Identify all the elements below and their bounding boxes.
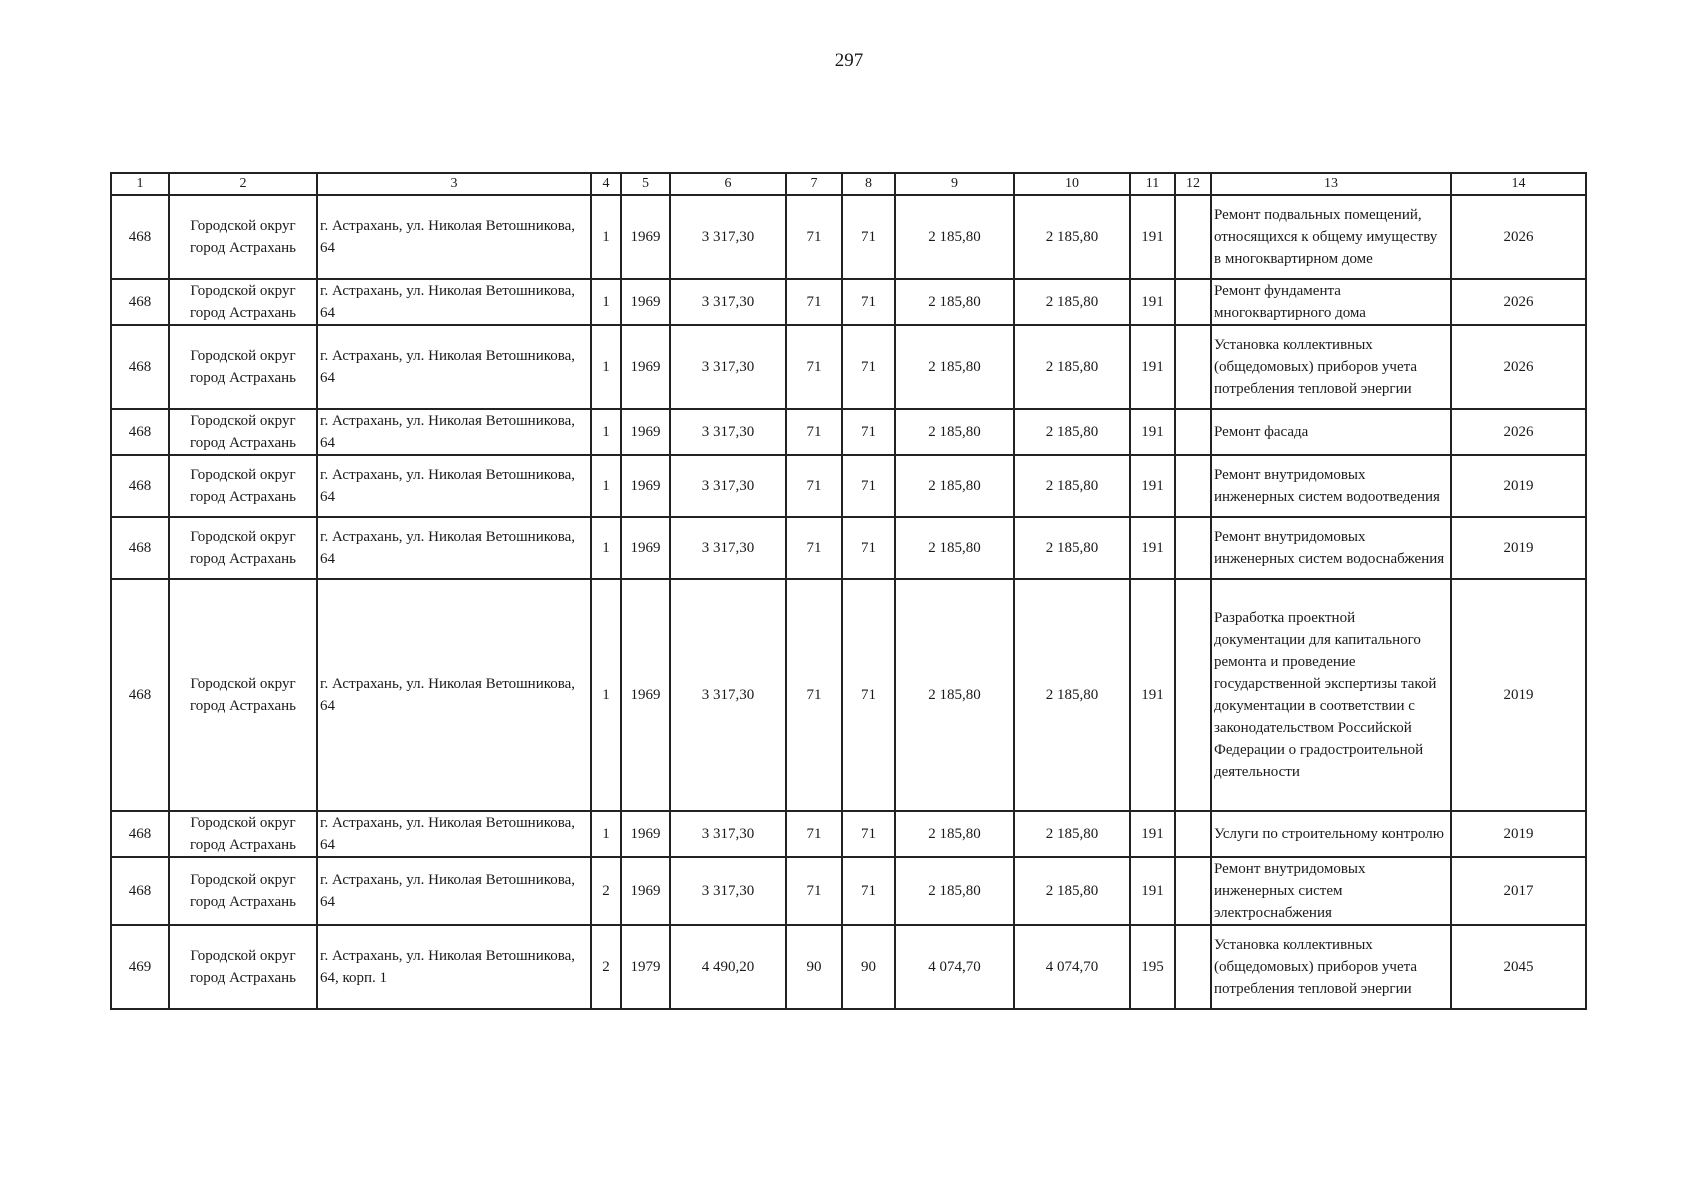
cell-col12: [1175, 517, 1211, 579]
cell-col10: 2 185,80: [1014, 517, 1130, 579]
cell-number: 468: [111, 857, 169, 925]
cell-col11: 195: [1130, 925, 1175, 1009]
cell-col12: [1175, 409, 1211, 455]
column-header: 8: [842, 173, 895, 195]
cell-col4: 1: [591, 195, 621, 279]
cell-address: г. Астрахань, ул. Николая Ветошникова, 64: [317, 195, 591, 279]
cell-year: 1969: [621, 325, 670, 409]
cell-col7: 71: [786, 455, 842, 517]
cell-col7: 90: [786, 925, 842, 1009]
cell-municipality: Городской округ город Астрахань: [169, 517, 317, 579]
cell-col8: 71: [842, 857, 895, 925]
cell-col10: 2 185,80: [1014, 579, 1130, 811]
cell-col8: 71: [842, 195, 895, 279]
cell-col12: [1175, 579, 1211, 811]
cell-work-type: Разработка проектной документации для капитального ремонта и проведение государственной экспертизы такой документации в соответствии с законодательством Российской Федерации о градостроительной деятельности: [1211, 579, 1451, 811]
cell-col7: 71: [786, 517, 842, 579]
column-header: 12: [1175, 173, 1211, 195]
cell-col8: 90: [842, 925, 895, 1009]
cell-col10: 2 185,80: [1014, 455, 1130, 517]
cell-address: г. Астрахань, ул. Николая Ветошникова, 64: [317, 325, 591, 409]
cell-col9: 4 074,70: [895, 925, 1014, 1009]
cell-col10: 2 185,80: [1014, 857, 1130, 925]
cell-plan-year: 2026: [1451, 195, 1586, 279]
cell-col9: 2 185,80: [895, 517, 1014, 579]
cell-plan-year: 2045: [1451, 925, 1586, 1009]
cell-work-type: Ремонт внутридомовых инженерных систем водоотведения: [1211, 455, 1451, 517]
cell-number: 468: [111, 517, 169, 579]
cell-plan-year: 2026: [1451, 279, 1586, 325]
cell-col9: 2 185,80: [895, 857, 1014, 925]
cell-col10: 2 185,80: [1014, 195, 1130, 279]
cell-address: г. Астрахань, ул. Николая Ветошникова, 64: [317, 857, 591, 925]
cell-work-type: Ремонт внутридомовых инженерных систем электроснабжения: [1211, 857, 1451, 925]
cell-address: г. Астрахань, ул. Николая Ветошникова, 64: [317, 811, 591, 857]
cell-plan-year: 2019: [1451, 455, 1586, 517]
cell-municipality: Городской округ город Астрахань: [169, 325, 317, 409]
cell-col7: 71: [786, 195, 842, 279]
cell-number: 468: [111, 811, 169, 857]
cell-municipality: Городской округ город Астрахань: [169, 455, 317, 517]
table-row: [111, 455, 1586, 517]
cell-col10: 2 185,80: [1014, 325, 1130, 409]
cell-municipality: Городской округ город Астрахань: [169, 857, 317, 925]
cell-number: 468: [111, 579, 169, 811]
cell-col11: 191: [1130, 857, 1175, 925]
header-row: [111, 173, 1586, 195]
cell-year: 1969: [621, 195, 670, 279]
cell-address: г. Астрахань, ул. Николая Ветошникова, 64: [317, 279, 591, 325]
cell-year: 1969: [621, 811, 670, 857]
cell-area-total: 3 317,30: [670, 325, 786, 409]
cell-col4: 2: [591, 925, 621, 1009]
cell-col9: 2 185,80: [895, 409, 1014, 455]
column-header: 7: [786, 173, 842, 195]
cell-col11: 191: [1130, 811, 1175, 857]
table-row: [111, 925, 1586, 1009]
cell-work-type: Услуги по строительному контролю: [1211, 811, 1451, 857]
table-row: [111, 195, 1586, 279]
column-header: 14: [1451, 173, 1586, 195]
cell-number: 468: [111, 195, 169, 279]
cell-year: 1969: [621, 409, 670, 455]
cell-col11: 191: [1130, 409, 1175, 455]
column-header: 1: [111, 173, 169, 195]
cell-year: 1969: [621, 857, 670, 925]
cell-col7: 71: [786, 279, 842, 325]
cell-col7: 71: [786, 409, 842, 455]
cell-col8: 71: [842, 811, 895, 857]
table-row: [111, 857, 1586, 925]
cell-area-total: 3 317,30: [670, 811, 786, 857]
cell-address: г. Астрахань, ул. Николая Ветошникова, 64, корп. 1: [317, 925, 591, 1009]
cell-col11: 191: [1130, 579, 1175, 811]
register-body: [111, 195, 1586, 1009]
cell-col8: 71: [842, 279, 895, 325]
cell-col12: [1175, 455, 1211, 517]
cell-number: 469: [111, 925, 169, 1009]
column-header: 3: [317, 173, 591, 195]
column-header: 4: [591, 173, 621, 195]
cell-area-total: 3 317,30: [670, 579, 786, 811]
cell-work-type: Установка коллективных (общедомовых) приборов учета потребления тепловой энергии: [1211, 325, 1451, 409]
cell-col8: 71: [842, 579, 895, 811]
cell-col4: 1: [591, 517, 621, 579]
cell-number: 468: [111, 455, 169, 517]
cell-col11: 191: [1130, 279, 1175, 325]
cell-municipality: Городской округ город Астрахань: [169, 279, 317, 325]
cell-municipality: Городской округ город Астрахань: [169, 195, 317, 279]
table-row: [111, 409, 1586, 455]
cell-year: 1979: [621, 925, 670, 1009]
cell-col12: [1175, 811, 1211, 857]
page-number: 297: [834, 50, 864, 71]
cell-number: 468: [111, 409, 169, 455]
column-header: 10: [1014, 173, 1130, 195]
cell-area-total: 3 317,30: [670, 857, 786, 925]
cell-col7: 71: [786, 811, 842, 857]
cell-col9: 2 185,80: [895, 195, 1014, 279]
cell-year: 1969: [621, 517, 670, 579]
cell-col8: 71: [842, 325, 895, 409]
table-row: [111, 325, 1586, 409]
cell-col4: 1: [591, 409, 621, 455]
cell-col9: 2 185,80: [895, 279, 1014, 325]
table-row: [111, 811, 1586, 857]
cell-col11: 191: [1130, 517, 1175, 579]
cell-col11: 191: [1130, 455, 1175, 517]
cell-year: 1969: [621, 579, 670, 811]
column-header: 13: [1211, 173, 1451, 195]
cell-plan-year: 2026: [1451, 409, 1586, 455]
cell-area-total: 3 317,30: [670, 195, 786, 279]
column-header: 5: [621, 173, 670, 195]
cell-address: г. Астрахань, ул. Николая Ветошникова, 64: [317, 455, 591, 517]
table-row: [111, 279, 1586, 325]
cell-col10: 2 185,80: [1014, 811, 1130, 857]
cell-year: 1969: [621, 455, 670, 517]
cell-col4: 1: [591, 811, 621, 857]
cell-area-total: 4 490,20: [670, 925, 786, 1009]
cell-work-type: Установка коллективных (общедомовых) приборов учета потребления тепловой энергии: [1211, 925, 1451, 1009]
cell-number: 468: [111, 279, 169, 325]
cell-col12: [1175, 325, 1211, 409]
column-header: 9: [895, 173, 1014, 195]
cell-work-type: Ремонт внутридомовых инженерных систем водоснабжения: [1211, 517, 1451, 579]
cell-area-total: 3 317,30: [670, 455, 786, 517]
cell-plan-year: 2026: [1451, 325, 1586, 409]
cell-plan-year: 2019: [1451, 579, 1586, 811]
cell-col7: 71: [786, 579, 842, 811]
cell-municipality: Городской округ город Астрахань: [169, 409, 317, 455]
cell-area-total: 3 317,30: [670, 279, 786, 325]
table-row: [111, 517, 1586, 579]
cell-plan-year: 2017: [1451, 857, 1586, 925]
cell-work-type: Ремонт фасада: [1211, 409, 1451, 455]
cell-col12: [1175, 925, 1211, 1009]
cell-area-total: 3 317,30: [670, 409, 786, 455]
column-header: 6: [670, 173, 786, 195]
cell-municipality: Городской округ город Астрахань: [169, 579, 317, 811]
cell-work-type: Ремонт подвальных помещений, относящихся к общему имуществу в многоквартирном доме: [1211, 195, 1451, 279]
capital-repair-register-table: [110, 172, 1587, 1010]
cell-work-type: Ремонт фундамента многоквартирного дома: [1211, 279, 1451, 325]
cell-col8: 71: [842, 455, 895, 517]
column-header: 11: [1130, 173, 1175, 195]
cell-col11: 191: [1130, 195, 1175, 279]
cell-col10: 2 185,80: [1014, 409, 1130, 455]
cell-address: г. Астрахань, ул. Николая Ветошникова, 64: [317, 409, 591, 455]
cell-col12: [1175, 279, 1211, 325]
cell-col11: 191: [1130, 325, 1175, 409]
cell-year: 1969: [621, 279, 670, 325]
cell-col9: 2 185,80: [895, 579, 1014, 811]
cell-col8: 71: [842, 517, 895, 579]
cell-col12: [1175, 195, 1211, 279]
cell-col4: 2: [591, 857, 621, 925]
cell-col10: 2 185,80: [1014, 279, 1130, 325]
cell-number: 468: [111, 325, 169, 409]
column-number-header: [111, 173, 1586, 195]
table-row: [111, 579, 1586, 811]
cell-col4: 1: [591, 579, 621, 811]
cell-col9: 2 185,80: [895, 811, 1014, 857]
cell-col8: 71: [842, 409, 895, 455]
cell-col4: 1: [591, 279, 621, 325]
cell-area-total: 3 317,30: [670, 517, 786, 579]
cell-col12: [1175, 857, 1211, 925]
cell-plan-year: 2019: [1451, 517, 1586, 579]
cell-col7: 71: [786, 325, 842, 409]
cell-municipality: Городской округ город Астрахань: [169, 811, 317, 857]
cell-col4: 1: [591, 325, 621, 409]
cell-address: г. Астрахань, ул. Николая Ветошникова, 64: [317, 517, 591, 579]
cell-address: г. Астрахань, ул. Николая Ветошникова, 64: [317, 579, 591, 811]
cell-col4: 1: [591, 455, 621, 517]
cell-municipality: Городской округ город Астрахань: [169, 925, 317, 1009]
cell-col9: 2 185,80: [895, 455, 1014, 517]
cell-col10: 4 074,70: [1014, 925, 1130, 1009]
cell-plan-year: 2019: [1451, 811, 1586, 857]
cell-col7: 71: [786, 857, 842, 925]
column-header: 2: [169, 173, 317, 195]
cell-col9: 2 185,80: [895, 325, 1014, 409]
